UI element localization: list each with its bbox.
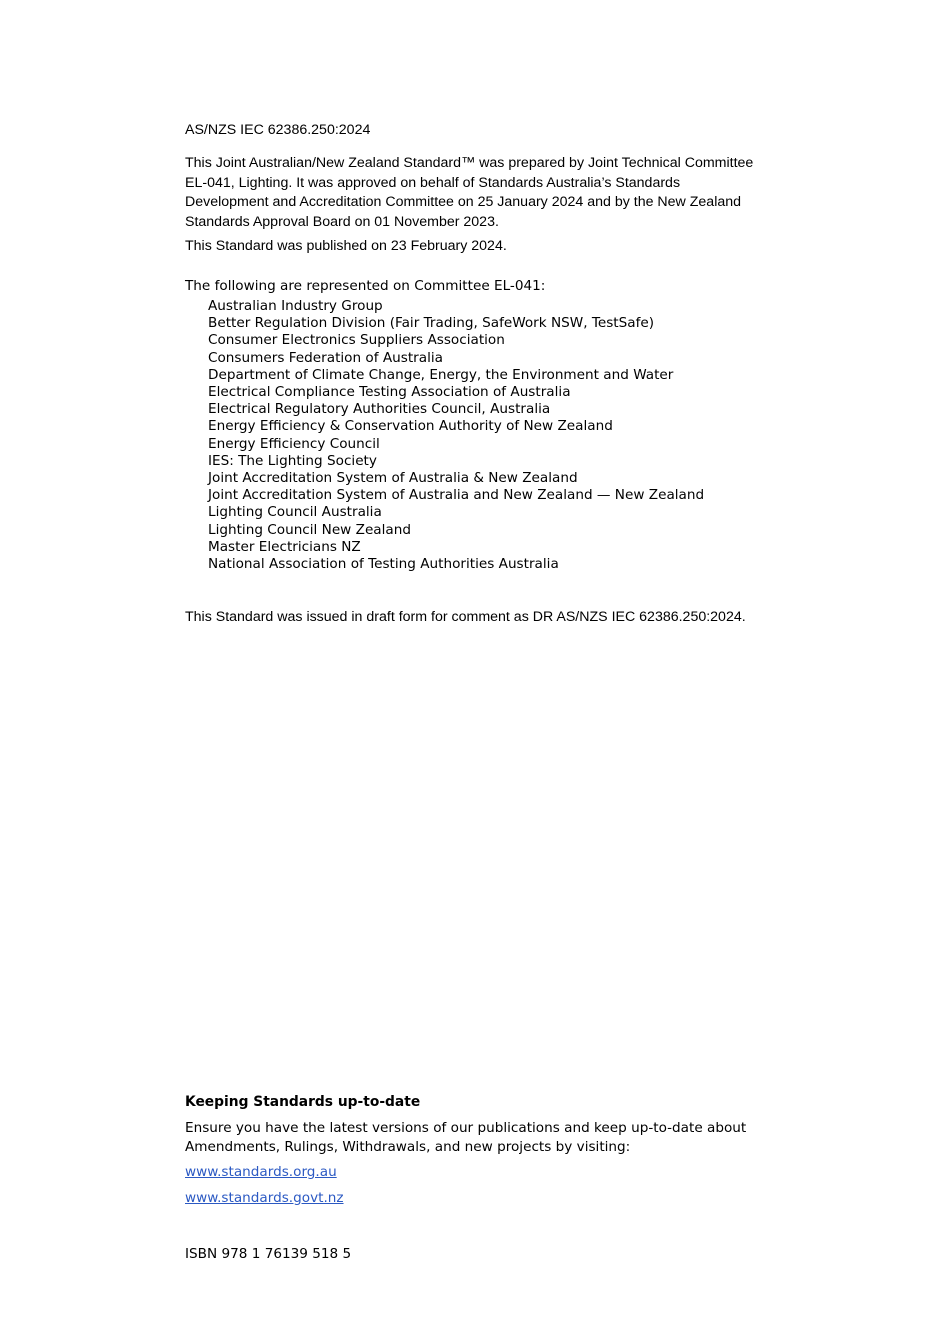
committee-member: Energy Efficiency & Conservation Authority of New Zealand [208,418,613,435]
committee-member-list [208,298,808,573]
committee-member: Electrical Regulatory Authorities Council, Australia [208,401,551,418]
publication-statement: This Standard was published on 23 February 2024. [185,238,507,254]
committee-member: Energy Efficiency Council [208,435,380,452]
committee-member: Joint Accreditation System of Australia and New Zealand — New Zealand [208,487,705,504]
committee-member: Lighting Council Australia [208,504,382,521]
committee-member: Master Electricians NZ [208,538,361,555]
standards-australia-link[interactable]: www.standards.org.au [185,1164,337,1180]
committee-member: Department of Climate Change, Energy, the Environment and Water [208,366,674,383]
committee-member: Joint Accreditation System of Australia & New Zealand [208,470,578,487]
committee-member: Consumer Electronics Suppliers Association [208,332,505,349]
committee-member: Better Regulation Division (Fair Trading, SafeWork NSW, TestSafe) [208,315,655,332]
committee-member: Electrical Compliance Testing Association of Australia [208,384,571,401]
keeping-up-to-date-body: Ensure you have the latest versions of our publications and keep up-to-date about Amendments, Rulings, Withdrawals, and new projects by visiting: [185,1120,747,1156]
preparation-statement: This Joint Australian/New Zealand Standard™ was prepared by Joint Technical Committee EL-041, Lighting. It was approved on behalf of Standards Australia’s Standards Development and Accreditation Committee on 25 January 2024 and by the New Zealand Standards Approval Board on 01 November 2023. [185,155,754,230]
isbn: ISBN 978 1 76139 518 5 [185,1246,352,1262]
committee-intro: The following are represented on Committee EL-041: [185,278,546,294]
committee-member: Lighting Council New Zealand [208,521,411,538]
standard-number: AS/NZS IEC 62386.250:2024 [185,122,371,138]
committee-member: National Association of Testing Authorities Australia [208,556,559,573]
committee-member: Australian Industry Group [208,298,383,314]
keeping-up-to-date-heading: Keeping Standards up-to-date [185,1094,421,1110]
standards-nz-link[interactable]: www.standards.govt.nz [185,1190,344,1206]
committee-member: Consumers Federation of Australia [208,349,443,366]
draft-note: This Standard was issued in draft form for comment as DR AS/NZS IEC 62386.250:2024. [185,609,746,625]
committee-member: IES: The Lighting Society [208,452,377,469]
